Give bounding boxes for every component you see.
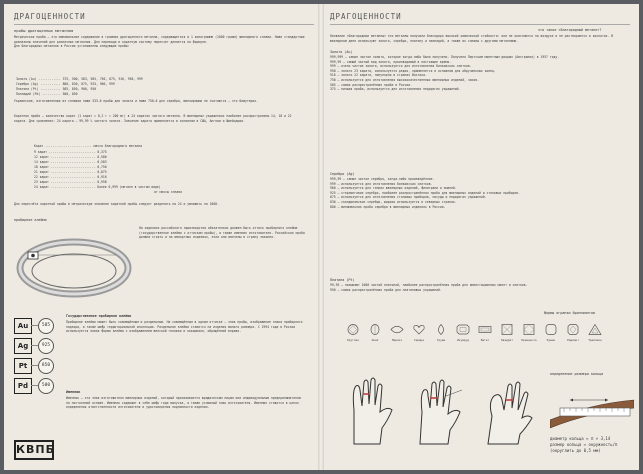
cut-label: Овал — [371, 338, 379, 342]
ring-ruler-illustration — [550, 380, 634, 430]
formula-1: диаметр кольца ≈ π × 3,14 — [550, 436, 611, 441]
cut-label: Сердце — [413, 338, 425, 342]
state-hallmark-title: Государственное пробирное клеймо — [66, 314, 132, 318]
intro-text: Метрическая проба – это минимальное содержание в граммах драгоценного металла, содержащегося в 1 килограмме (1000 грамм) ювелирного сплава. Ниже стандартные диапазоны значений для различных металлов. Для перевода в каратную систему пересчет делается по формуле. Для благородных металлов в России установлены следующие пробы: — [14, 35, 305, 49]
ukraine-note: Украинские, изготовленные из сплавов ниже 333-й пробы для золота и ниже 750-й для серебра, ювелирными не считаются – это бижутерия. — [14, 99, 258, 103]
platinum-title: Платина (Pt) — [330, 278, 355, 282]
carat-note: от массы сплава — [154, 190, 182, 194]
mark-platinum-icon: Pt — [14, 358, 32, 374]
imennik-text: Именник – это знак изготовителя ювелирных изделий, который присваивается юридическим лицам или индивидуальным предпринимателям на постоянной основе. Именник содержит в себе шифр года выпуска, а также условный знак изготовителя. Именник ставится в целях определения ответственности изготовителя и удостоверения подлинности изделия. — [66, 396, 303, 410]
round-cut-icon — [346, 324, 360, 335]
mark-palladium-assay: 500 — [38, 378, 54, 394]
oval-cut-icon — [368, 324, 382, 335]
mark-gold-icon: Au — [14, 318, 32, 334]
cut-label: Радиант — [567, 338, 579, 342]
mark-leader — [31, 385, 38, 386]
mark-silver-icon: Ag — [14, 338, 32, 354]
mark-leader — [31, 365, 38, 366]
right-intro: Название «благородные металлы» эти металлы получили благодаря высокой химической стойкости: они не окисляются на воздухе и не растворяются в кислотах. В ювелирном деле используют золото, серебро, платину и палладий, а также их сплавы с другими металлами. — [330, 34, 615, 43]
silver-title: Серебро (Ag) — [330, 172, 355, 176]
mark-leader — [31, 345, 38, 346]
pear-cut-icon — [434, 324, 448, 335]
gold-text: 999,999 – самое чистое золото, которое когда-либо было получено. Получено Пертским монетным двором (Австралия) в 1957 году. 999,99 – самый чистый вид золота, производимый в настоящее время. 999 – очень чистое золото, используется для изготовления банковских слитков. 958 – золото 23 карата, используется редко, применяется в основном для обручальных колец. 916 – золото 22 карата, популярно в странах Востока. 750 – используется для изготовления высококачественных ювелирных изделий, часов. 585 – самая распространённая проба в России. 375 – низшая проба, используется для изготовления недорогих украшений. — [330, 55, 560, 92]
hand-step-3-illustration — [480, 376, 540, 446]
mark-leader — [31, 325, 38, 326]
square-cut-icon — [500, 324, 514, 335]
platinum-text: 99,95 – называют 1000 чистой платиной, наиболее распространённая проба для инвестиционных монет и слитков. 950 – самая распространённая проба для платиновых украшений. — [330, 283, 528, 292]
side-heading: что такое «благородный металл»? — [538, 28, 602, 32]
carat-row: 23 карат ........................ 0,958 — [34, 180, 107, 184]
assay-row: Серебро (Ag) ........... 800, 830, 875, 925, 960, 999 — [16, 82, 115, 86]
ring-illustration — [16, 226, 134, 304]
emerald-cut-icon — [456, 324, 470, 335]
cut-label: Круглая — [347, 338, 359, 342]
right-page — [324, 4, 639, 470]
carat-row: 14 карат ........................ 0,583 — [34, 160, 107, 164]
formula-3: (округлить до 0,5 мм) — [550, 448, 601, 453]
marquise-cut-icon — [390, 324, 404, 335]
carat-row: 12 карат ........................ 0,500 — [34, 155, 107, 159]
cut-label: Квадрат — [501, 338, 513, 342]
carat-intro: Каратная проба – количество карат (1 карат = 0,2 г = 200 мг) в 24 каратах чистого металла. В ювелирных украшениях наиболее распространены 14, 18 и 22 карата. Для сравнения: 24 карата – 99,99 % чистого золота. Значение карата применяется в основном в США, Англии и Швейцарии. — [14, 114, 294, 123]
silver-text: 999,99 – самое чистое серебро, когда-либо произведённое. 999 – используется для изготовления банковских слитков. 960 – используется для тонких ювелирных изделий, филиграни и эмалей. 925 – стерлинговое серебро, наиболее распространённая проба для ювелирных изделий и столовых приборов. 875 – используется для изготовления столовых приборов, посуды и недорогих украшений. 830 – скандинавское серебро, широко используется в северных странах. 800 – минимальная проба серебра в ювелирных изделиях в России. — [330, 177, 520, 209]
cut-label: Багет — [480, 338, 490, 342]
title-rule — [14, 24, 314, 25]
cut-label: Маркиз — [391, 338, 403, 342]
book-spread — [4, 4, 639, 470]
carat-table-header: Карат ......................... масса благородного металла — [34, 144, 143, 148]
cut-label: Принцесса — [521, 338, 537, 342]
mark-gold-assay: 585 — [38, 318, 54, 334]
cushion-cut-icon — [544, 324, 558, 335]
title-rule — [330, 24, 630, 25]
baguette-cut-icon — [478, 324, 492, 335]
brand-logo: КВПБ — [14, 440, 54, 460]
carat-row: 22 карат ........................ 0,916 — [34, 175, 107, 179]
state-hallmark-text: Пробирное клеймо может быть совмещённым и раздельным. На совмещённом в одном оттиске – знак пробы, изображение знака пробирного надзора, а также шифр территориальной инспекции. Раздельное клеймо ставится на изделия малого размера. С 1994 года в России используется новая форма клейма с изображением женской головки в кокошнике, обращённой вправо. — [66, 320, 305, 334]
ring-size-label: определение размера кольца — [550, 372, 604, 376]
hallmark-text: На изделиях российского производства обязательно должен быть оттиск пробирного клейма (государственное клеймо с оттиском пробы), а также именник изготовителя. Российская проба должна стоять и на импортных изделиях, если они ввезены в страну законно. — [139, 226, 307, 240]
hand-step-2-illustration — [410, 376, 470, 446]
princess-cut-icon — [522, 324, 536, 335]
assay-row: Золото (Au) ............ 375, 500, 583, 585, 750, 875, 916, 958, 999 — [16, 77, 143, 81]
left-page-title: ДРАГОЦЕННОСТИ — [14, 12, 86, 21]
trillion-cut-icon — [588, 324, 602, 335]
cut-label: Изумруд — [457, 338, 469, 342]
carat-row: 9 карат ......................... 0,375 — [34, 150, 107, 154]
heart-cut-icon — [412, 324, 426, 335]
left-page — [4, 4, 319, 470]
hallmark-label: пробирное клеймо — [14, 218, 47, 222]
cut-label: Груша — [436, 338, 446, 342]
conversion-text: Для пересчёта каратной пробы в метрическую значение каратной пробы следует разделить на 24 и умножить на 1000. — [14, 202, 219, 206]
carat-row: 24 карат ........................ Более 0,999 (металл в чистом виде) — [34, 185, 161, 189]
carat-row: 21 карат ........................ 0,875 — [34, 170, 107, 174]
right-page-title: ДРАГОЦЕННОСТИ — [330, 12, 402, 21]
cut-label: Кушон — [546, 338, 556, 342]
assay-row: Палладий (Pd) .......... 500, 850 — [16, 92, 78, 96]
imennik-title: Именник — [66, 390, 81, 394]
mark-palladium-icon: Pd — [14, 378, 32, 394]
assay-row: Платина (Pt) ........... 585, 850, 900, 950 — [16, 87, 97, 91]
mark-platinum-assay: 850 — [38, 358, 54, 374]
cut-label: Триллион — [588, 338, 602, 342]
radiant-cut-icon — [566, 324, 580, 335]
carat-row: 18 карат ........................ 0,750 — [34, 165, 107, 169]
gold-title: Золото (Au) — [330, 50, 353, 54]
hand-step-1-illustration — [340, 376, 400, 446]
cuts-title: формы огранки бриллиантов — [544, 311, 596, 315]
formula-2: размер кольца ≈ окружность/π — [550, 442, 618, 447]
section-heading: пробы драгоценных металлов — [14, 28, 74, 33]
mark-silver-assay: 925 — [38, 338, 54, 354]
